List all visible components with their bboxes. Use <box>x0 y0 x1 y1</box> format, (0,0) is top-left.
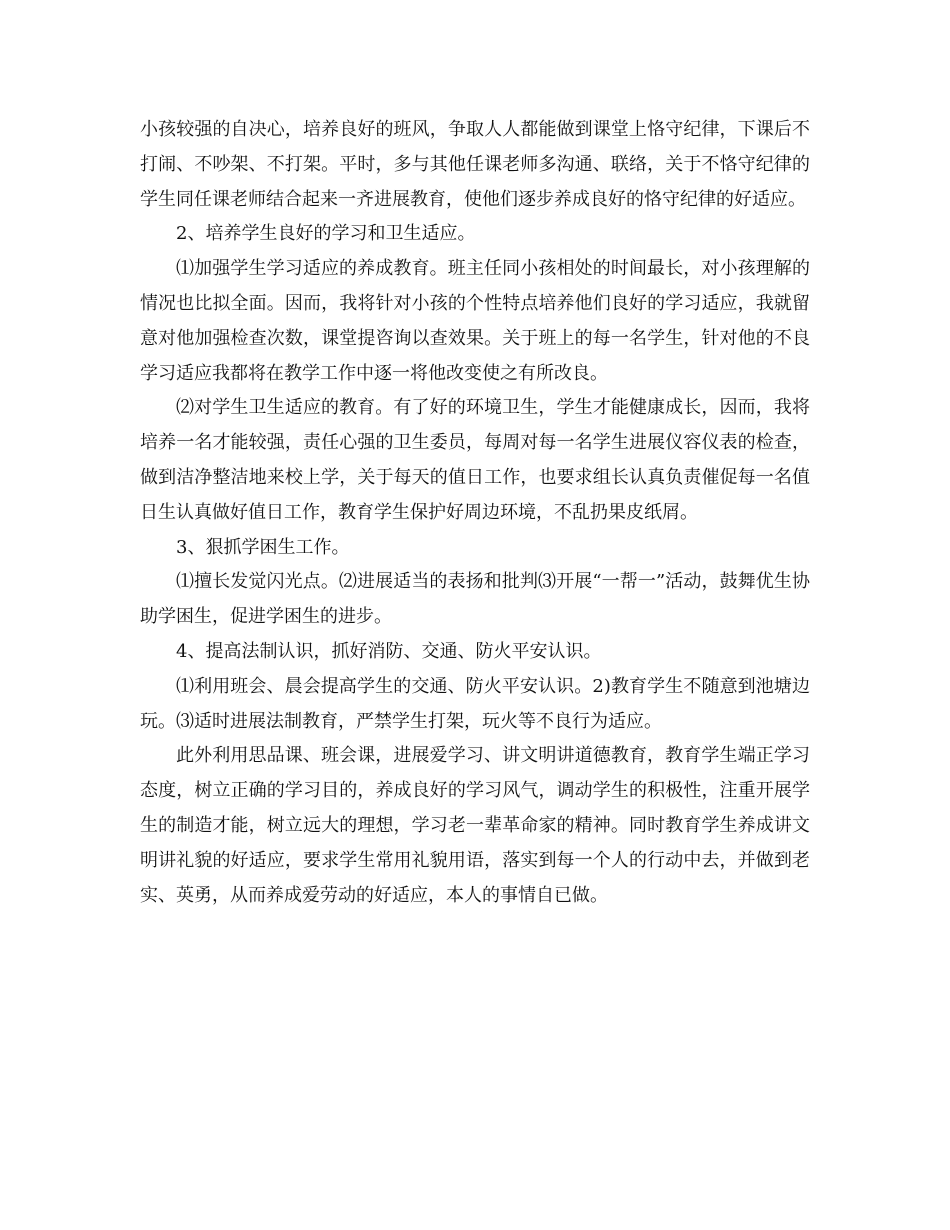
heading-safety-awareness: 4、提高法制认识，抓好消防、交通、防火平安认识。 <box>176 640 602 662</box>
paragraph-safety-awareness: ⑴利用班会、晨会提高学生的交通、防火平安认识。2)教育学生不随意到池塘边玩。⑶适时进展法制教育，严禁学生打架，玩火等不良行为适应。 <box>140 675 810 732</box>
heading-study-hygiene-habits: 2、培养学生良好的学习和卫生适应。 <box>176 223 476 245</box>
heading-struggling-students: 3、狠抓学困生工作。 <box>176 536 350 558</box>
paragraph-hygiene-habits: ⑵对学生卫生适应的教育。有了好的环境卫生，学生才能健康成长，因而，我将培养一名才能较强，责任心强的卫生委员，每周对每一名学生进展仪容仪表的检查，做到洁净整洁地来校上学，关于每天的值日工作，也要求组长认真负责催促每一名值日生认真做好值日工作，教育学生保护好周边环境，不乱扔果皮纸屑。 <box>140 397 810 523</box>
paragraph-study-habits: ⑴加强学生学习适应的养成教育。班主任同小孩相处的时间最长，对小孩理解的情况也比拟全面。因而，我将针对小孩的个性特点培养他们良好的学习适应，我就留意对他加强检查次数，课堂提咨询以查效果。关于班上的每一名学生，针对他的不良学习适应我都将在教学工作中逐一将他改变使之有所改良。 <box>140 258 810 384</box>
paragraph-struggling-students: ⑴擅长发觉闪光点。⑵进展适当的表扬和批判⑶开展“一帮一”活动，鼓舞优生协助学困生，促进学困生的进步。 <box>140 571 810 628</box>
paragraph-discipline-continued: 小孩较强的自决心，培养良好的班风，争取人人都能做到课堂上恪守纪律，下课后不打闹、不吵架、不打架。平时，多与其他任课老师多沟通、联络，关于不恪守纪律的学生同任课老师结合起来一齐进展教育，使他们逐步养成良好的恪守纪律的好适应。 <box>140 119 810 210</box>
paragraph-moral-education: 此外利用思品课、班会课，进展爱学习、讲文明讲道德教育，教育学生端正学习态度，树立正确的学习目的，养成良好的学习风气，调动学生的积极性，注重开展学生的制造才能，树立远大的理想，学习老一辈革命家的精神。同时教育学生养成讲文明讲礼貌的好适应，要求学生常用礼貌用语，落实到每一个人的行动中去，并做到老实、英勇，从而养成爱劳动的好适应，本人的事情自已做。 <box>140 745 810 906</box>
